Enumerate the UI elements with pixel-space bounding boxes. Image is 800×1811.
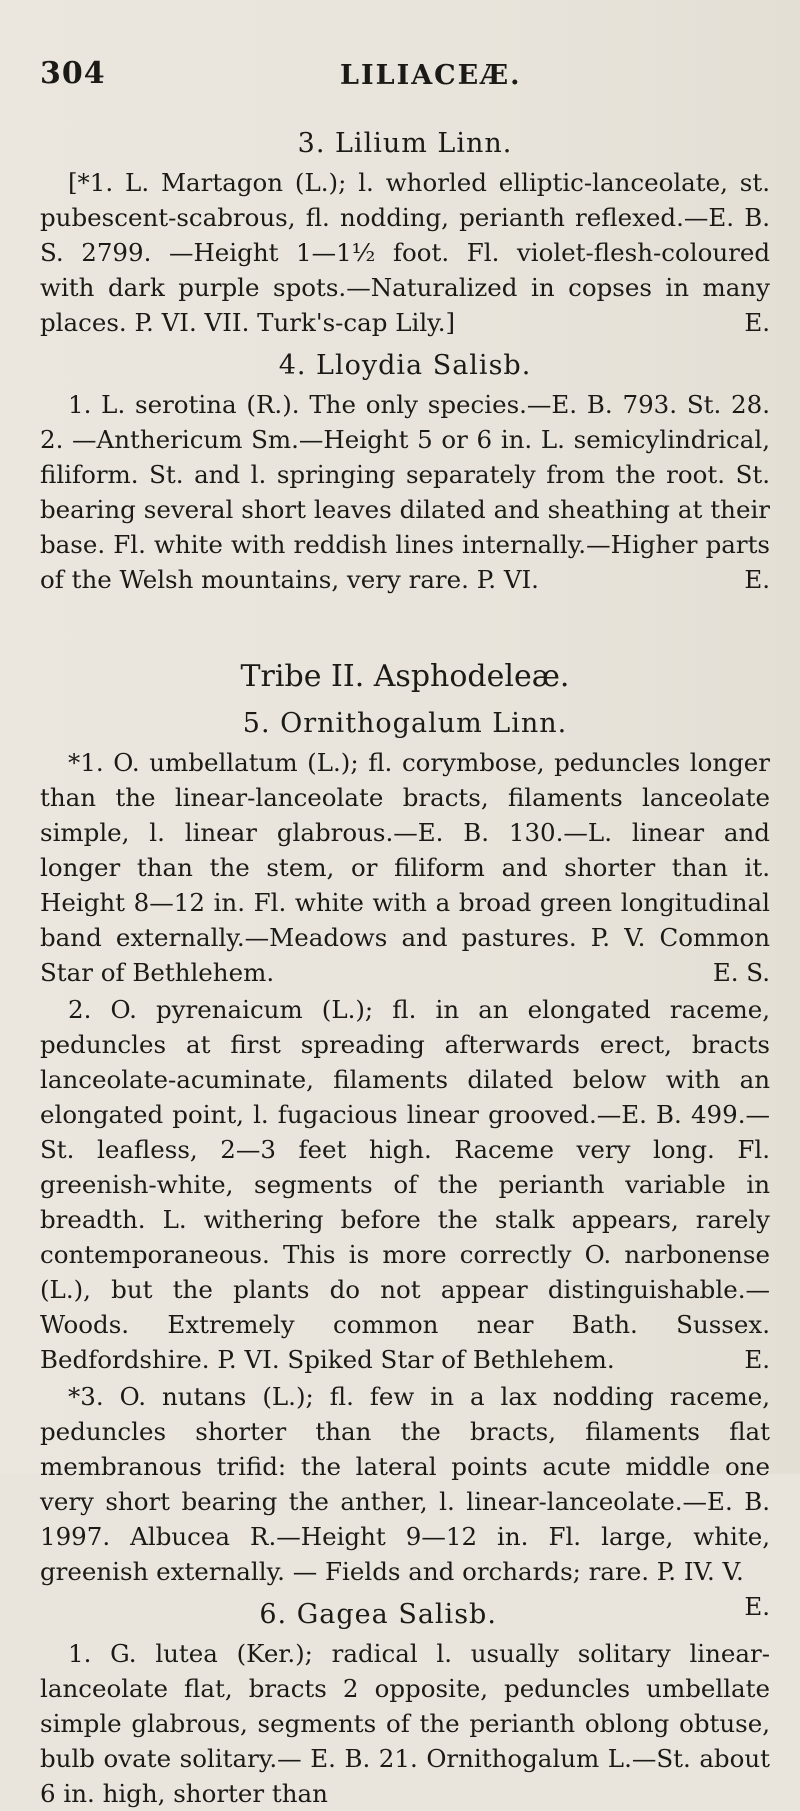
entry-gagea-lutea <box>40 1636 770 1811</box>
page-number: 304 <box>40 56 106 91</box>
genus-heading-lloydia: 4. Lloydia Salisb. <box>278 350 532 381</box>
distribution-tag: E. <box>744 1345 770 1374</box>
entry-text: *3. O. nutans (L.); fl. few in a lax nodding raceme, peduncles shorter than the bracts, filaments flat membranous trifid: the lateral points acute middle one very short bearing the anther, l. linear-lanceolate.—E. B. 1997. Albucea R.—Height 9—12 in. Fl. large, white, greenish externally. — Fields and orchards; rare. P. IV. V. <box>40 1382 770 1586</box>
entry-text: *1. O. umbellatum (L.); fl. corymbose, peduncles longer than the linear-lanceolate bracts, filaments lanceolate simple, l. linear glabrous.—E. B. 130.—L. linear and longer than the stem, or filiform and shorter than it. Height 8—12 in. Fl. white with a broad green longitudinal band externally.—Meadows and pastures. P. V. Common Star of Bethlehem. <box>40 748 770 987</box>
entry-block-lilium <box>40 165 770 340</box>
genus-heading-ornithogalum: 5. Ornithogalum Linn. <box>242 708 568 739</box>
entry-block-gagea <box>40 1636 770 1811</box>
entry-lilium-martagon <box>40 165 770 340</box>
entry-text: 2. O. pyrenaicum (L.); fl. in an elongated raceme, peduncles at first spreading afterwards erect, bracts lanceolate-acuminate, filaments dilated below with an elongated point, l. fugacious linear grooved.—E. B. 499.—St. leafless, 2—3 feet high. Raceme very long. Fl. greenish-white, segments of the perianth variable in breadth. L. withering before the stalk appears, rarely contemporaneous. This is more correctly O. narbonense (L.), but the plants do not appear distinguishable.—Woods. Extremely common near Bath. Sussex. Bedfordshire. P. VI. Spiked Star of Bethlehem. <box>40 995 770 1374</box>
entry-text: 1. G. lutea (Ker.); radical l. usually solitary linear-lanceolate flat, bracts 2 opposite, peduncles umbellate simple glabrous, segments of the perianth oblong obtuse, bulb ovate solitary.— E. B. 21. Ornithogalum L.—St. about 6 in. high, shorter than <box>40 1639 770 1808</box>
tribe-heading: Tribe II. Asphodeleæ. <box>240 659 570 694</box>
entry-text: [*1. L. Martagon (L.); l. whorled elliptic-lanceolate, st. pubescent-scabrous, fl. nodding, perianth reflexed.—E. B. S. 2799. —Height 1—1½ foot. Fl. violet-flesh-coloured with dark purple spots.—Naturalized in copses in many places. P. VI. VII. Turk's-cap Lily.] <box>40 168 770 337</box>
entry-text: 1. L. serotina (R.). The only species.—E. B. 793. St. 28. 2. —Anthericum Sm.—Height 5 or 6 in. L. semicylindrical, filiform. St. and l. springing separately from the root. St. bearing several short leaves dilated and sheathing at their base. Fl. white with reddish lines internally.—Higher parts of the Welsh mountains, very rare. P. VI. <box>40 390 770 594</box>
genus-heading-gagea: 6. Gagea Salisb. <box>259 1599 497 1630</box>
genus-heading-lilium: 3. Lilium Linn. <box>297 128 513 159</box>
entry-block-lloydia <box>40 387 770 597</box>
entry-lloydia-serotina <box>40 387 770 597</box>
distribution-tag: E. <box>744 1592 770 1621</box>
distribution-tag: E. <box>744 565 770 594</box>
running-head: LILIACEÆ. <box>340 60 522 91</box>
distribution-tag: E. S. <box>712 958 770 987</box>
page-header <box>40 56 770 96</box>
entry-ornithogalum-pyrenaicum <box>40 992 770 1377</box>
distribution-tag: E. <box>744 308 770 337</box>
entry-ornithogalum-umbellatum <box>40 745 770 990</box>
